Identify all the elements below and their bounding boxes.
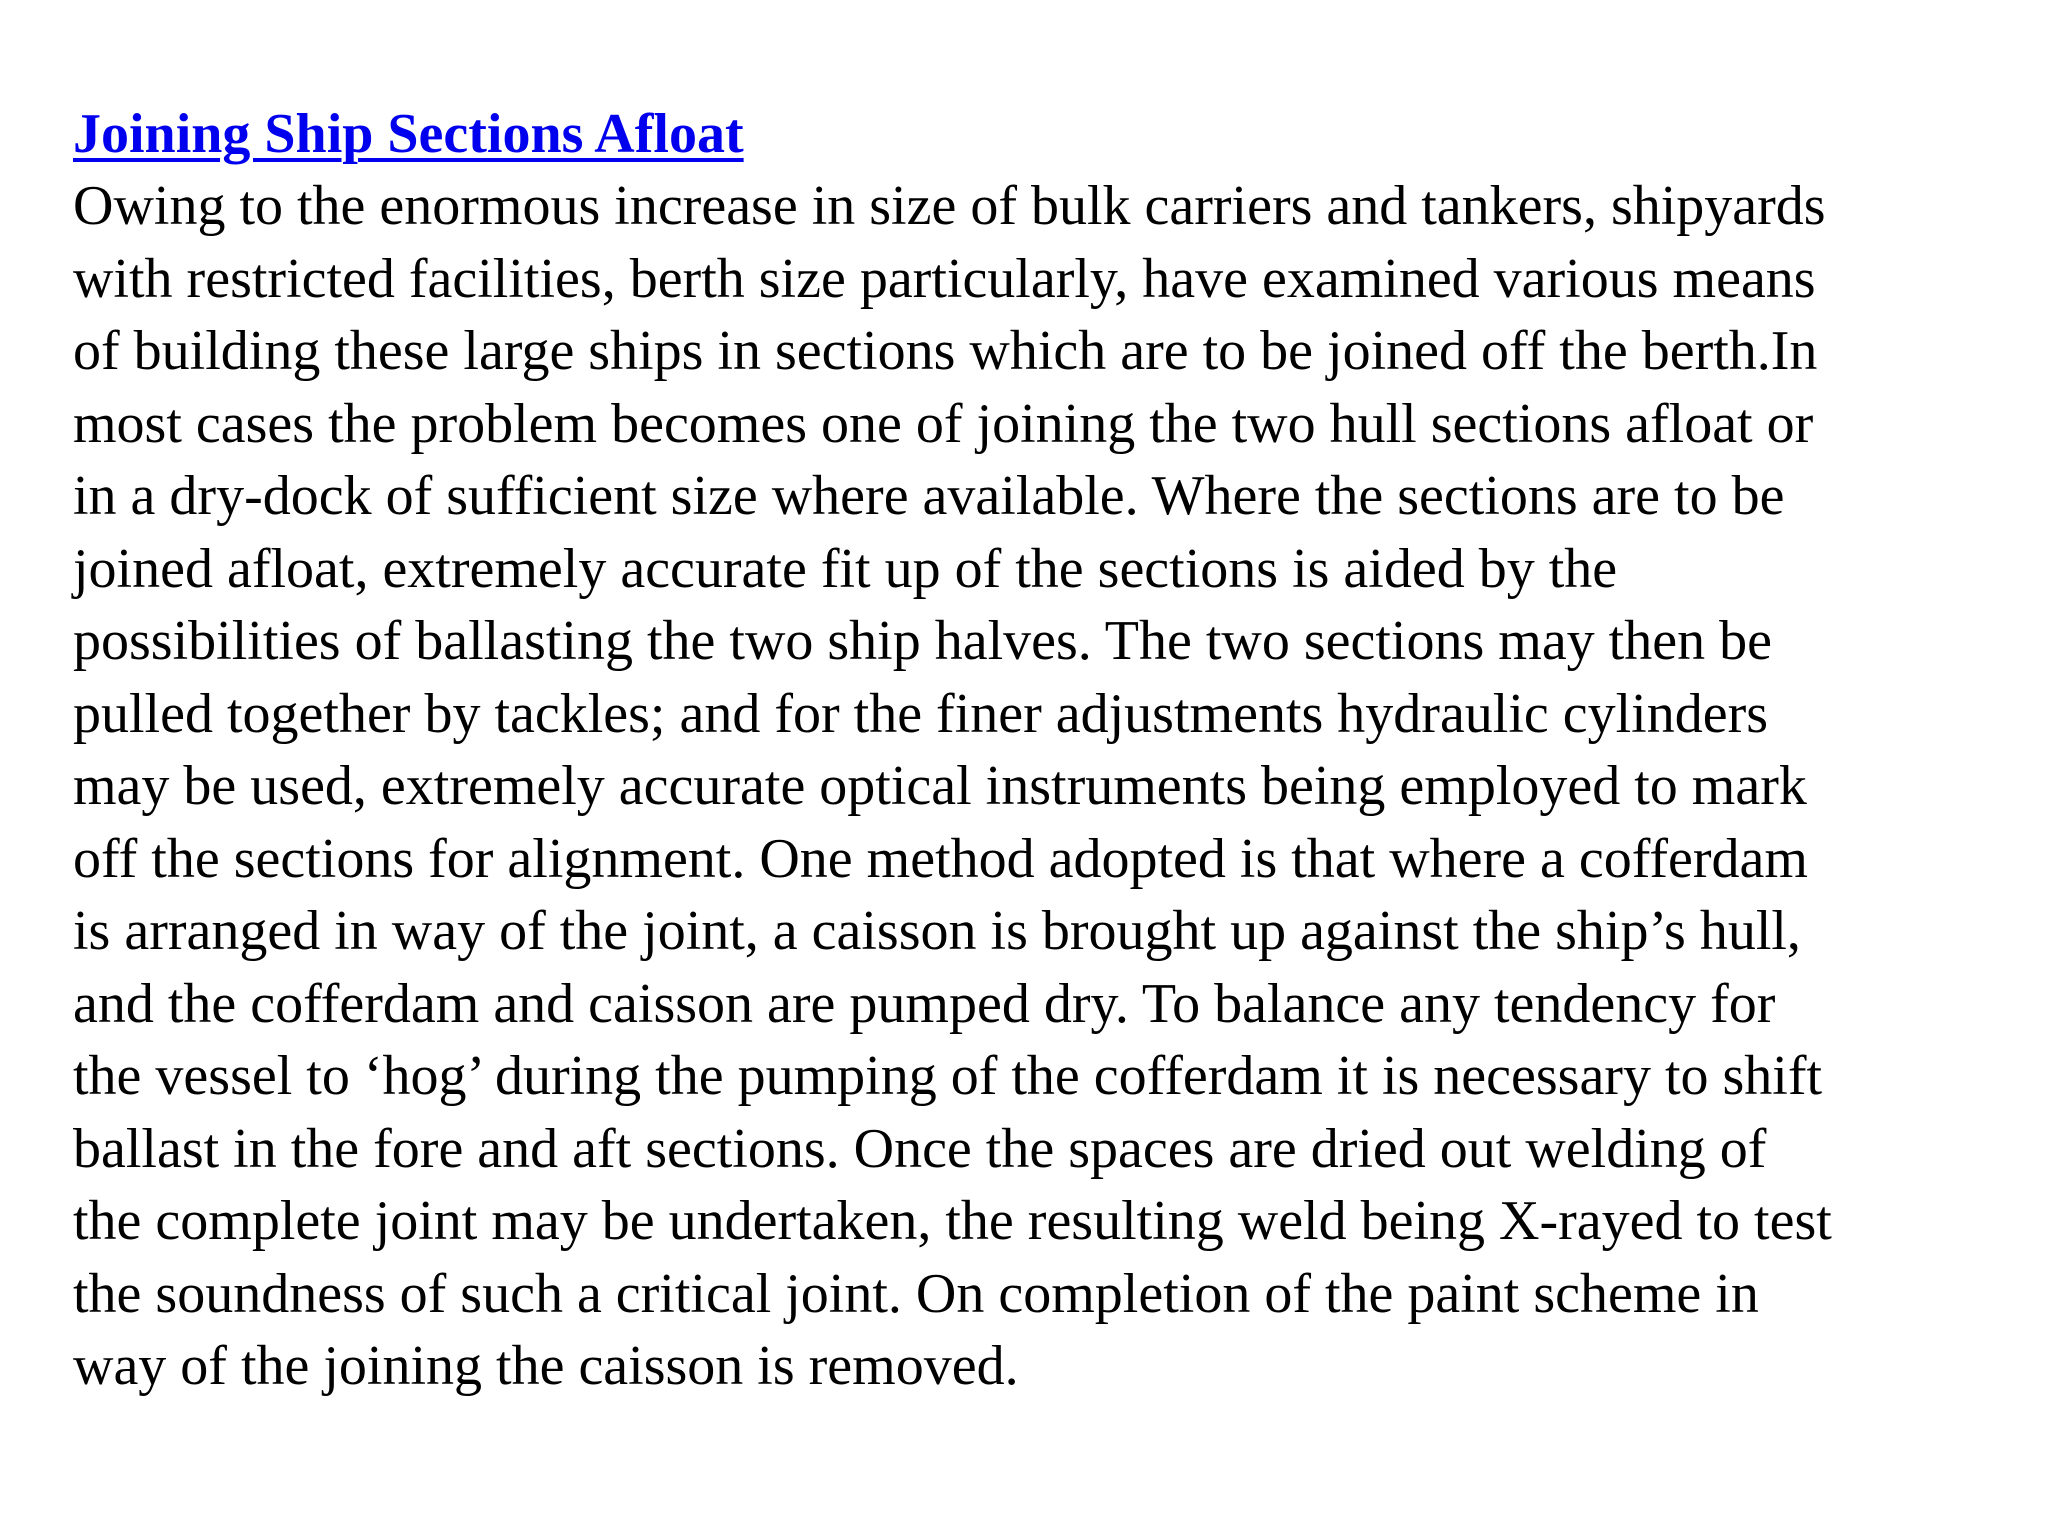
paragraph-line: possibilities of ballasting the two ship halves. The two sections may then be [73, 610, 1772, 672]
paragraph-line: way of the joining the caisson is removed. [73, 1335, 1019, 1397]
paragraph-line: of building these large ships in sections which are to be joined off the berth.In [73, 320, 1818, 382]
paragraph-line: pulled together by tackles; and for the finer adjustments hydraulic cylinders [73, 682, 1769, 745]
paragraph-line: may be used, extremely accurate optical instruments being employed to mark [73, 755, 1807, 817]
paragraph-line: Owing to the enormous increase in size of bulk carriers and tankers, shipyards [73, 175, 1826, 237]
paragraph-line: and the cofferdam and caisson are pumped dry. To balance any tendency for [73, 972, 1776, 1035]
paragraph-line: the vessel to ‘hog’ during the pumping of the cofferdam it is necessary to shift [73, 1045, 1823, 1107]
paragraph-line: joined afloat, extremely accurate fit up of the sections is aided by the [73, 537, 1618, 600]
paragraph-line: ballast in the fore and aft sections. Once the spaces are dried out welding of [73, 1117, 1767, 1180]
document-page [73, 98, 1993, 1403]
paragraph-line: with restricted facilities, berth size particularly, have examined various means [73, 247, 1816, 310]
paragraph-line: in a dry-dock of sufficient size where available. Where the sections are to be [73, 465, 1785, 527]
paragraph-line: the complete joint may be undertaken, the resulting weld being X-rayed to test [73, 1190, 1832, 1252]
paragraph-line: the soundness of such a critical joint. On completion of the paint scheme in [73, 1262, 1759, 1325]
page-title-link[interactable]: Joining Ship Sections Afloat [73, 103, 744, 165]
paragraph-line: is arranged in way of the joint, a caisson is brought up against the ship’s hull, [73, 900, 1801, 962]
paragraph-line: most cases the problem becomes one of joining the two hull sections afloat or [73, 392, 1814, 455]
body-paragraph [73, 170, 1993, 1403]
paragraph-line: off the sections for alignment. One method adopted is that where a cofferdam [73, 827, 1808, 890]
